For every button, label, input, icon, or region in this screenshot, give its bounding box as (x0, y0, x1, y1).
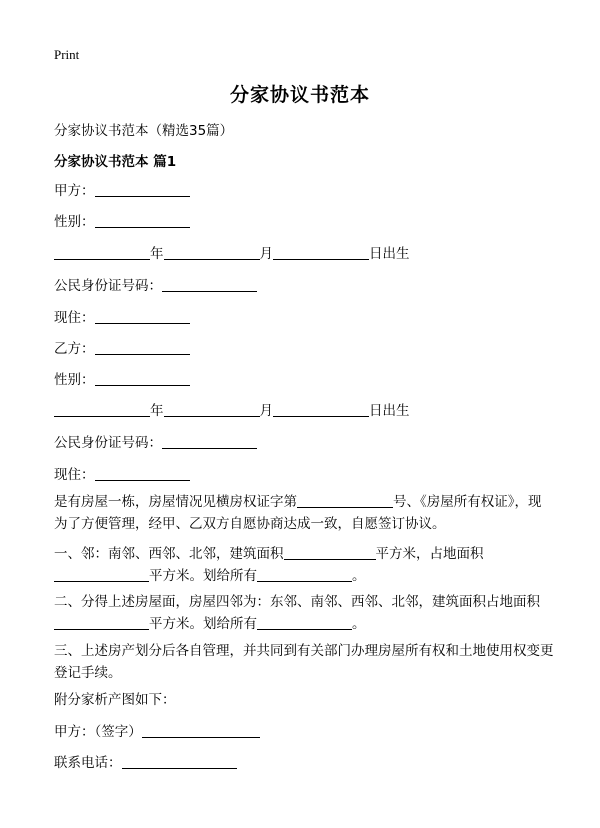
party-b-month-label: 月 (259, 403, 273, 419)
party-b-gender-row (54, 371, 190, 389)
print-link[interactable]: Print (54, 47, 80, 62)
party-a-id-row (54, 277, 257, 295)
party-b-residence-blank (95, 466, 190, 481)
page-title: 分家协议书范本 (229, 84, 370, 106)
phone-blank (122, 754, 237, 769)
clause1-text-b: 平方米，占地面积 (375, 546, 484, 562)
clause-3: 三、上述房产划分后各自管理，并共同到有关部门办理房屋所有权和土地使用权变更登记手续。 (54, 643, 554, 681)
subtitle: 分家协议书范本（精选35篇） (54, 123, 234, 139)
party-b-row (54, 340, 190, 358)
party-a-blank (95, 182, 190, 197)
intro-paragraph (54, 491, 554, 535)
clause-2 (54, 591, 554, 635)
party-b-id-blank (162, 434, 257, 449)
party-a-gender-label: 性别： (54, 214, 95, 230)
party-b-residence-row (54, 466, 190, 484)
party-b-blank (95, 340, 190, 355)
phone-row (54, 754, 237, 772)
party-a-row (54, 182, 190, 200)
party-a-id-blank (162, 277, 257, 292)
party-b-gender-blank (95, 371, 190, 386)
clause1-building-area-blank (284, 545, 376, 560)
clause2-owner-blank (257, 615, 352, 630)
party-a-birth-month-blank (164, 245, 260, 260)
party-b-gender-label: 性别： (54, 372, 95, 388)
party-b-label: 乙方： (54, 341, 95, 357)
clause1-owner-blank (257, 567, 352, 582)
clause1-text-d: 。 (352, 568, 366, 584)
party-a-label: 甲方： (54, 183, 95, 199)
party-b-id-label: 公民身份证号码： (54, 435, 162, 451)
party-a-gender-blank (95, 213, 190, 228)
intro-text-1: 是有房屋一栋，房屋情况见横房权证字第 (54, 494, 297, 510)
party-a-birth-day-blank (273, 245, 369, 260)
party-a-born-label: 日出生 (369, 246, 410, 262)
party-a-birth-row (54, 245, 410, 263)
party-b-birth-day-blank (273, 402, 369, 417)
signature-label: 甲方：（签字） (54, 724, 142, 740)
clause-1 (54, 543, 554, 587)
signature-row (54, 723, 260, 741)
party-a-residence-row (54, 309, 190, 327)
party-b-residence-label: 现住： (54, 467, 95, 483)
clause2-text-b: 平方米。划给所有 (149, 616, 257, 632)
party-b-birth-year-blank (54, 402, 150, 417)
attachment-line: 附分家析产图如下： (54, 692, 176, 708)
party-a-residence-blank (95, 309, 190, 324)
clause2-area-blank (54, 615, 149, 630)
party-a-residence-label: 现住： (54, 310, 95, 326)
intro-text-2: 号、《房屋所有权证》，现为了方便管理，经甲、乙双方自愿协商达成一致，自愿签订协议。 (54, 494, 542, 532)
clause2-text-c: 。 (352, 616, 366, 632)
party-b-birth-row (54, 402, 410, 420)
phone-label: 联系电话： (54, 755, 122, 771)
party-a-id-label: 公民身份证号码： (54, 278, 162, 294)
section-heading: 分家协议书范本 篇1 (54, 154, 177, 170)
clause1-text-a: 一、邻：南邻、西邻、北邻，建筑面积 (54, 546, 284, 562)
party-a-birth-year-blank (54, 245, 150, 260)
party-a-month-label: 月 (259, 246, 273, 262)
party-b-born-label: 日出生 (369, 403, 410, 419)
clause2-text-a: 二、分得上述房屋面，房屋四邻为：东邻、南邻、西邻、北邻，建筑面积占地面积 (54, 594, 540, 610)
clause1-text-c: 平方米。划给所有 (149, 568, 257, 584)
party-b-year-label: 年 (150, 403, 164, 419)
party-b-id-row (54, 434, 257, 452)
certificate-number-blank (297, 493, 393, 508)
clause1-land-area-blank (54, 567, 149, 582)
party-a-year-label: 年 (150, 246, 164, 262)
signature-blank (142, 723, 260, 738)
party-a-gender-row (54, 213, 190, 231)
party-b-birth-month-blank (164, 402, 260, 417)
